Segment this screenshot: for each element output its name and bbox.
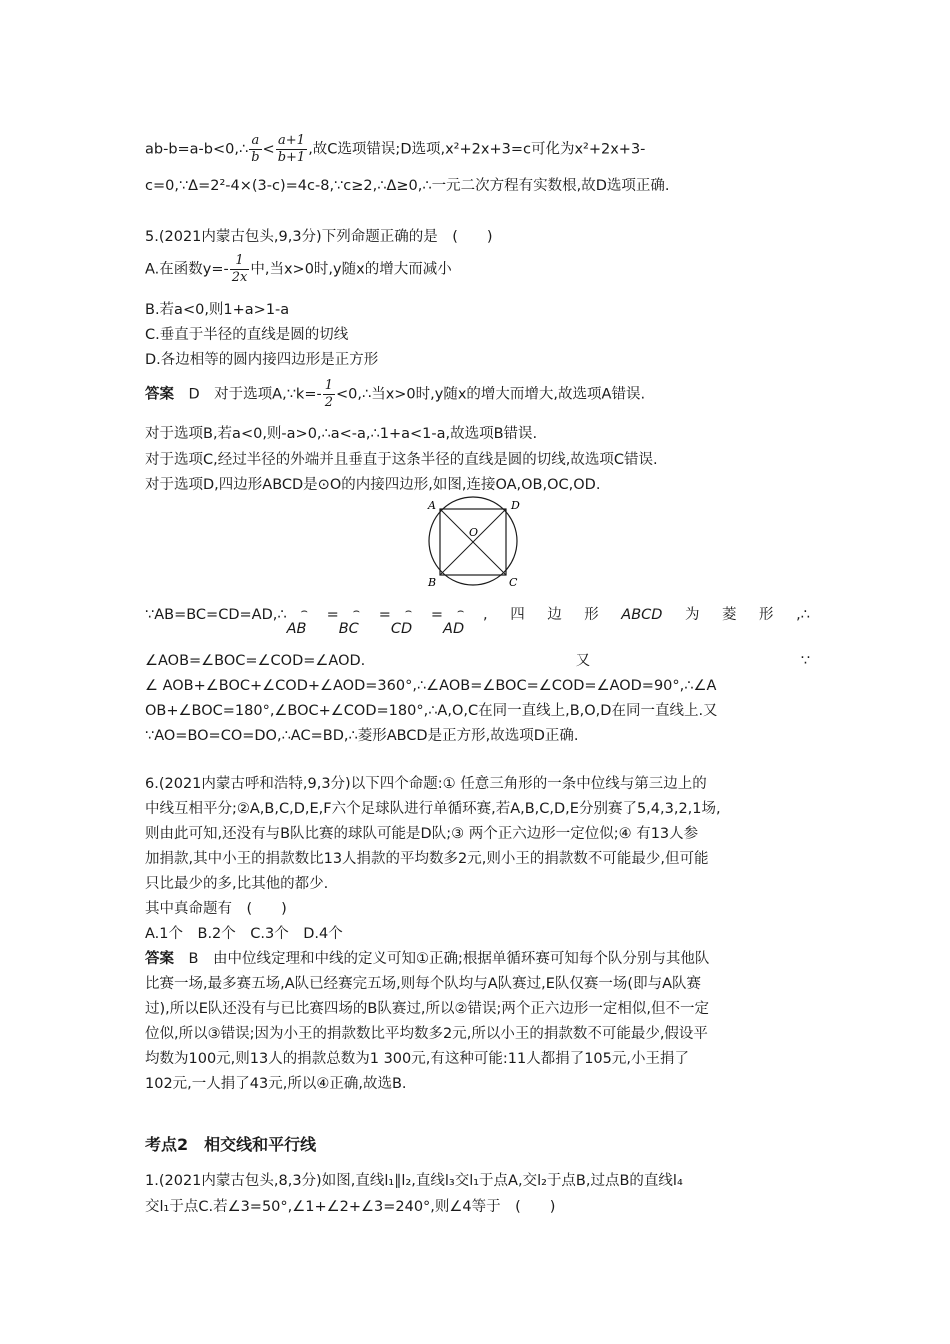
fraction xyxy=(230,253,250,286)
text: ∵AB=BC=CD=AD,∴ xyxy=(145,607,287,623)
arc-mark: ⌢ xyxy=(300,604,308,617)
fraction xyxy=(276,133,308,166)
question-5-stem: 5.(2021内蒙古包头,9,3分)下列命题正确的是 ( ) xyxy=(145,229,493,245)
question-6-answer-6: 102元,一人捐了43元,所以④正确,故选B. xyxy=(145,1076,407,1092)
text: 形 xyxy=(584,607,599,623)
numerator: 1 xyxy=(230,253,250,270)
text: < xyxy=(262,141,275,158)
arc-equality-row xyxy=(145,604,810,637)
question-6-answer-3: 过),所以E队还没有与已比赛四场的B队赛过,所以②错误;两个正六边形一定相似,但不一定 xyxy=(145,1001,709,1017)
denominator: 2x xyxy=(231,270,248,285)
question-6-answer-2: 比赛一场,最多赛五场,A队已经赛完五场,则每个队均与A队赛过,E队仅赛一场(即与A队赛 xyxy=(145,976,702,992)
arc-mark: ⌢ xyxy=(404,604,413,617)
text: ABCD xyxy=(621,607,663,623)
arc-ad xyxy=(443,604,483,637)
text: 又 xyxy=(575,653,591,669)
question-6-line-5: 只比最少的多,比其他的都少. xyxy=(145,876,329,892)
text: 形 xyxy=(759,607,774,623)
arc-ab xyxy=(286,604,327,637)
label-d: D xyxy=(511,499,520,512)
reasoning-line-5: ∵AO=BO=CO=DO,∴AC=BD,∴菱形ABCD是正方形,故选项D正确. xyxy=(145,728,579,744)
text: = xyxy=(326,607,339,623)
fraction xyxy=(249,133,261,166)
text: ,∴ xyxy=(796,607,810,623)
option-a xyxy=(145,253,452,286)
arc-bc xyxy=(338,604,379,637)
reasoning-line-4: OB+∠BOC=180°,∠BOC+∠COD=180°,∴A,O,C在同一直线上,B,O,D在同一直线上.又 xyxy=(145,703,718,719)
text: B 由中位线定理和中线的定义可知①正确;根据单循环赛可知每个队分别与其他队 xyxy=(174,951,710,967)
text: 中,当x>0时,y随x的增大而减小 xyxy=(250,261,452,278)
question-6-answer-1 xyxy=(145,948,709,970)
arc-mark: ⌢ xyxy=(352,604,360,617)
question-6-answer-5: 均数为100元,则13人的捐款总数为1 300元,有这种可能:11人都捐了105元,小王捐了 xyxy=(145,1051,689,1067)
arc-equality-line xyxy=(145,604,810,638)
option-d: D.各边相等的圆内接四边形是正方形 xyxy=(145,352,379,368)
arc-label: AB xyxy=(286,621,307,637)
arc-label: CD xyxy=(390,621,413,637)
arc-label: AD xyxy=(443,621,465,637)
text: = xyxy=(430,607,444,623)
text: , xyxy=(483,607,488,623)
option-c: C.垂直于半径的直线是圆的切线 xyxy=(145,327,349,343)
text: 菱 xyxy=(722,607,737,623)
question-6-options: A.1个 B.2个 C.3个 D.4个 xyxy=(145,926,343,942)
text: 为 xyxy=(684,607,700,623)
text: D 对于选项A,∵k=- xyxy=(174,386,322,403)
fraction xyxy=(323,378,335,411)
arc-mark: ⌢ xyxy=(457,604,465,617)
arc-cd xyxy=(390,604,431,637)
question-6-line-4: 加捐款,其中小王的捐款数比13人捐款的平均数多2元,则小王的捐款数不可能最少,但可能 xyxy=(145,851,709,867)
text: ab-b=a-b<0,∴ xyxy=(145,141,249,158)
square-in-circle-figure xyxy=(425,496,525,594)
reasoning-line-3: ∠ AOB+∠BOC+∠COD+∠AOD=360°,∴∠AOB=∠BOC=∠COD=∠AOD=90°,∴∠A xyxy=(145,678,717,694)
answer-label: 答案 xyxy=(145,386,174,403)
denominator: b+1 xyxy=(277,150,306,165)
question-6-line-3: 则由此可知,还没有与B队比赛的球队可能是D队;③ 两个正六边形一定位似;④ 有13人参 xyxy=(145,826,699,842)
question-6-line-1: 6.(2021内蒙古呼和浩特,9,3分)以下四个命题:① 任意三角形的一条中位线与第三边上的 xyxy=(145,776,707,792)
section-heading: 考点2 相交线和平行线 xyxy=(145,1135,317,1154)
answer-line xyxy=(145,378,645,411)
text: A.在函数y=- xyxy=(145,261,229,278)
label-a: A xyxy=(428,499,436,512)
section-question-1-line-2: 交l₁于点C.若∠3=50°,∠1+∠2+∠3=240°,则∠4等于 ( ) xyxy=(145,1199,556,1215)
solution-line-4: 对于选项D,四边形ABCD是⊙O的内接四边形,如图,连接OA,OB,OC,OD. xyxy=(145,477,601,493)
text: ∠AOB=∠BOC=∠COD=∠AOD. xyxy=(145,653,366,669)
question-6-line-6: 其中真命题有 ( ) xyxy=(145,901,287,917)
continuation-line-2: c=0,∵Δ=2²-4×(3-c)=4c-8,∵c≥2,∴Δ≥0,∴一元二次方程有实数根,故D选项正确. xyxy=(145,178,670,194)
label-o: O xyxy=(469,526,479,539)
text: ,故C选项错误;D选项,x²+2x+3=c可化为x²+2x+3- xyxy=(308,141,646,158)
question-6-line-2: 中线互相平分;②A,B,C,D,E,F六个足球队进行单循环赛,若A,B,C,D,E分别赛了5,4,3,2,1场, xyxy=(145,801,721,817)
label-c: C xyxy=(509,576,518,589)
arc-equality-group xyxy=(145,604,488,637)
text: <0,∴当x>0时,y随x的增大而增大,故选项A错误. xyxy=(335,386,646,403)
denominator: 2 xyxy=(324,395,333,410)
denominator: b xyxy=(251,150,260,165)
text: = xyxy=(378,607,391,623)
numerator: a xyxy=(249,133,261,150)
solution-line-2: 对于选项B,若a<0,则-a>0,∴a<-a,∴1+a<1-a,故选项B错误. xyxy=(145,426,538,442)
numerator: a+1 xyxy=(276,133,308,150)
solution-line-3: 对于选项C,经过半径的外端并且垂直于这条半径的直线是圆的切线,故选项C错误. xyxy=(145,452,658,468)
text: 边 xyxy=(547,607,562,623)
continuation-line-1 xyxy=(145,133,645,166)
section-question-1-line-1: 1.(2021内蒙古包头,8,3分)如图,直线l₁∥l₂,直线l₃交l₁于点A,交l₂于点B,过点B的直线l₄ xyxy=(145,1173,683,1189)
label-b: B xyxy=(428,576,437,589)
text: ∵ xyxy=(800,653,810,669)
question-6-answer-4: 位似,所以③错误;因为小王的捐款数比平均数多2元,所以小王的捐款数不可能最少,假设平 xyxy=(145,1026,708,1042)
circle-o xyxy=(429,497,517,585)
answer-label: 答案 xyxy=(145,951,174,967)
option-b: B.若a<0,则1+a>1-a xyxy=(145,302,290,318)
numerator: 1 xyxy=(324,378,333,393)
arc-label: BC xyxy=(338,621,359,637)
text: 四 xyxy=(510,607,525,623)
reasoning-line-2 xyxy=(145,650,810,672)
